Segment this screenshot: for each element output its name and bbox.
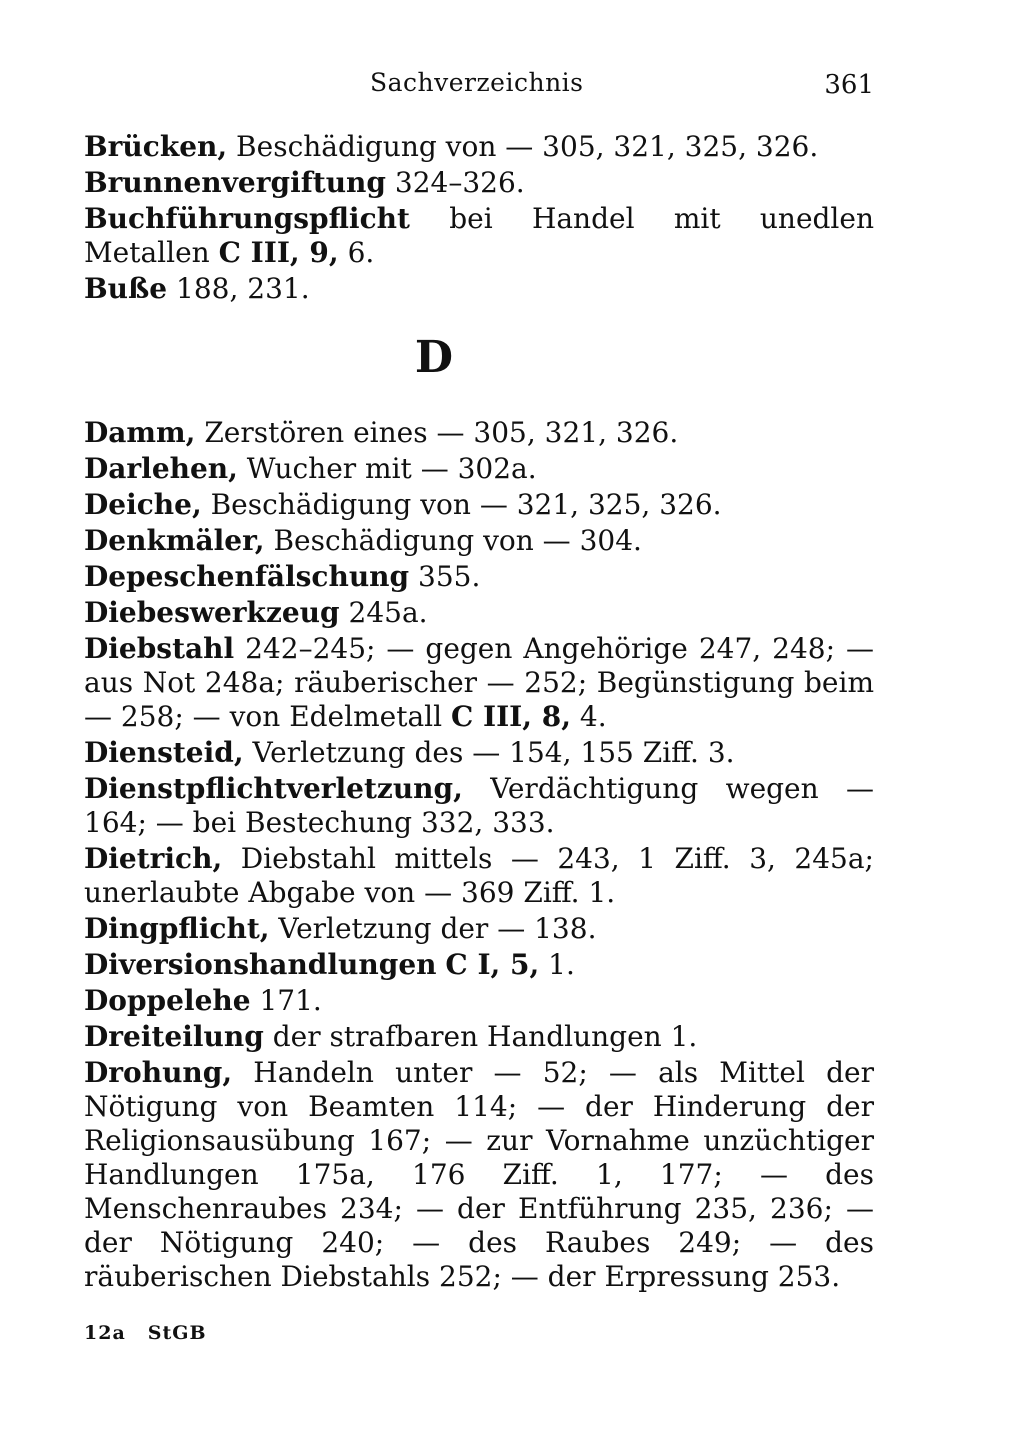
- entry-text: Beschädigung von — 321, 325, 326.: [201, 488, 722, 521]
- entry-reference: C III, 8,: [450, 700, 572, 733]
- entry-term: Doppelehe: [84, 984, 251, 1017]
- entry-term: Denkmäler,: [84, 524, 265, 557]
- entry-reference: C I, 5,: [445, 948, 540, 981]
- entry-term: Buchführungspflicht: [84, 202, 410, 235]
- index-entry: [50, 560, 874, 594]
- entries-group-d: [84, 416, 874, 1294]
- entry-text: Diebstahl mittels — 243, 1 Ziff. 3, 245a; unerlaubte Abgabe von — 369 Ziff. 1.: [84, 842, 874, 909]
- index-entry: [50, 772, 874, 840]
- index-entries: [84, 130, 874, 1296]
- page-footer: [84, 1322, 207, 1344]
- entry-term: Diversionshandlungen: [84, 948, 437, 981]
- entry-term: Diensteid,: [84, 736, 244, 769]
- entry-text: 188, 231.: [167, 272, 310, 305]
- entry-reference: C III, 9,: [218, 236, 339, 269]
- entry-text: Zerstören eines — 305, 321, 326.: [195, 416, 679, 449]
- entry-term: Dreiteilung: [84, 1020, 264, 1053]
- entry-text: Beschädigung von — 304.: [264, 524, 642, 557]
- entry-tail: 1.: [539, 948, 575, 981]
- index-entry: [50, 912, 874, 946]
- entry-term: Brunnenvergiftung: [84, 166, 386, 199]
- entry-text: 242–245; — gegen Angehörige 247, 248; — aus Not 248a; räuberischer — 252; Begünstigung beim — 258; — von Edelmetall: [84, 632, 874, 733]
- index-entry: [50, 948, 874, 982]
- entry-text: 355.: [409, 560, 481, 593]
- entry-text: Wucher mit — 302a.: [237, 452, 537, 485]
- entry-term: Dietrich,: [84, 842, 223, 875]
- entry-term: Darlehen,: [84, 452, 238, 485]
- index-entry: [50, 524, 874, 558]
- entry-term: Diebstahl: [84, 632, 235, 665]
- index-entry: [50, 452, 874, 486]
- index-entry: [50, 736, 874, 770]
- index-entry: [50, 1056, 874, 1294]
- section-letter: D: [414, 332, 454, 383]
- entry-term: Dienstpflichtverletzung,: [84, 772, 463, 805]
- entry-term: Damm,: [84, 416, 196, 449]
- entry-text: 324–326.: [385, 166, 525, 199]
- entry-term: Buße: [84, 272, 168, 305]
- index-entry: [50, 130, 874, 164]
- index-entry: [50, 272, 874, 306]
- entry-text: der strafbaren Handlungen 1.: [263, 1020, 698, 1053]
- index-entry: [50, 984, 874, 1018]
- index-entry: [50, 1020, 874, 1054]
- entries-group-b: [84, 130, 874, 306]
- entry-term: Deiche,: [84, 488, 202, 521]
- index-entry: [50, 596, 874, 630]
- entry-term: Dingpflicht,: [84, 912, 270, 945]
- entry-term: Drohung,: [84, 1056, 233, 1089]
- index-entry: [50, 202, 874, 270]
- running-title: Sachverzeichnis: [370, 68, 584, 97]
- footer-signature: 12a: [84, 1322, 126, 1344]
- footer-short-title: StGB: [147, 1322, 207, 1344]
- entry-text: Verletzung des — 154, 155 Ziff. 3.: [243, 736, 735, 769]
- entry-tail: 6.: [338, 236, 375, 269]
- index-entry: [50, 842, 874, 910]
- entry-term: Depeschenfälschung: [84, 560, 410, 593]
- entry-text: bei Handel mit unedlen Metallen: [84, 202, 874, 269]
- entry-term: Diebeswerkzeug: [84, 596, 340, 629]
- entry-tail: 4.: [571, 700, 607, 733]
- entry-text: 245a.: [339, 596, 428, 629]
- index-entry: [50, 416, 874, 450]
- index-entry: [50, 632, 874, 734]
- page-header: [0, 68, 1024, 108]
- entry-text: Handeln unter — 52; — als Mittel der Nötigung von Beamten 114; — der Hinderung der Religionsausübung 167; — zur Vornahme unzüchtiger Handlungen 175a, 176 Ziff. 1, 177; — des Menschenraubes 234; — der Entführung 235, 236; — der Nötigung 240; — des Raubes 249; — des räuberischen Diebstahls 252; — der Erpressung 253.: [84, 1056, 874, 1293]
- entry-text: 171.: [250, 984, 322, 1017]
- entry-text: Verdächtigung wegen — 164; — bei Bestechung 332, 333.: [84, 772, 874, 839]
- entry-text: Beschädigung von — 305, 321, 325, 326.: [227, 130, 819, 163]
- entry-term: Brücken,: [84, 130, 228, 163]
- page-number: 361: [824, 70, 874, 100]
- index-entry: [50, 488, 874, 522]
- entry-text: Verletzung der — 138.: [269, 912, 597, 945]
- index-entry: [50, 166, 874, 200]
